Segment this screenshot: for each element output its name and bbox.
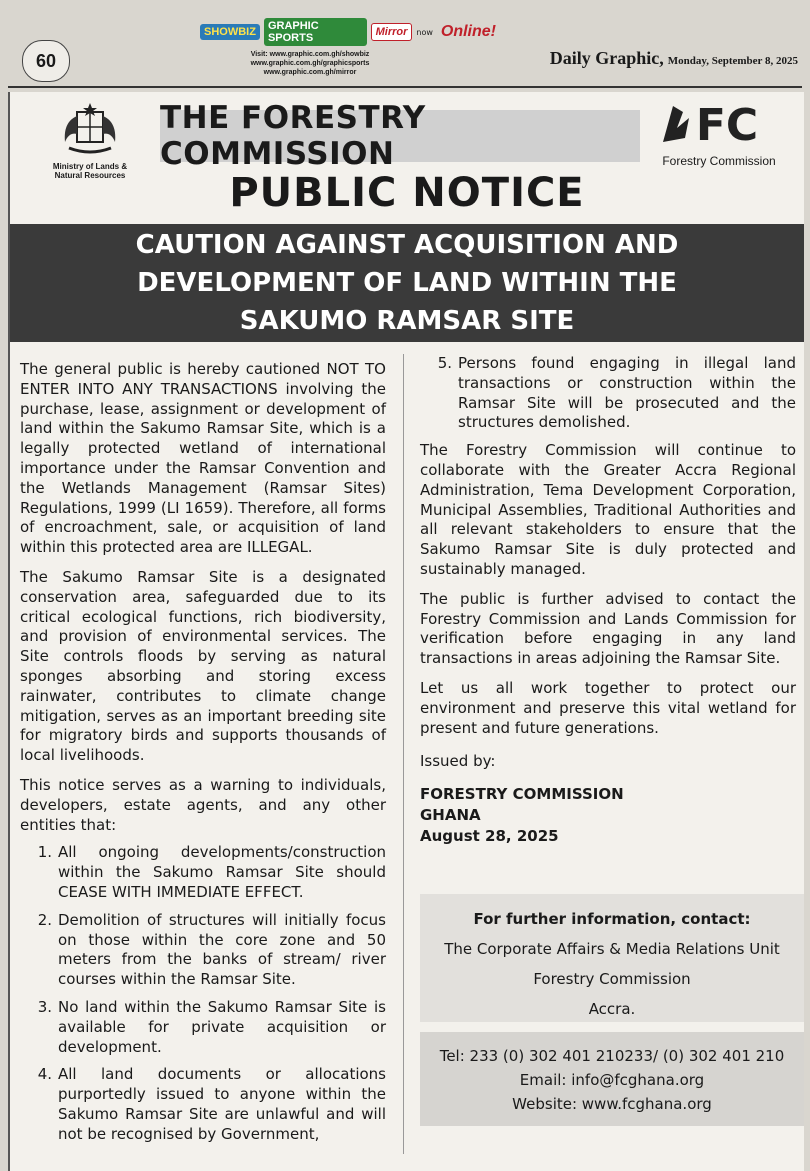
warning-list [20, 843, 386, 1144]
column-divider [403, 354, 404, 1154]
para-site-description: The Sakumo Ramsar Site is a designated conservation area, safeguarded due to its critical ecological functions, rich biodiversity, and provision of environmental services. The Site controls floods by serving as natural sponges absorbing and storing excess rainwater, contributes to climate change mitigation, serves as an important breeding site for migratory birds and supports thousands of local livelihoods. [20, 567, 386, 765]
contact-city: Accra. [588, 1000, 636, 1018]
coat-of-arms-icon [55, 102, 125, 160]
masthead-urls [200, 50, 420, 77]
brand-online: Online! [440, 23, 496, 40]
contact-heading: For further information, contact: [473, 910, 751, 928]
issued-org: FORESTRY COMMISSION [420, 785, 624, 804]
para-caution: The general public is hereby cautioned NOT TO ENTER INTO ANY TRANSACTIONS involving the purchase, lease, assignment or development of land within the Sakumo Ramsar Site, which is a legally protected wetland of international importance under the Ramsar Convention and the Wetlands Management (Ramsar Sites) Regulations, 1999 (LI 1659). Therefore, all forms of encroachment, sale, or acquisition of land within this protected area are ILLEGAL. [20, 360, 386, 557]
top-rule [8, 86, 802, 88]
paper-info [550, 48, 798, 69]
masthead-banner [200, 18, 500, 80]
warning-list-continued [420, 354, 796, 433]
para-collaboration: The Forestry Commission will continue to collaborate with the Greater Accra Regional Administration, Tema Development Corporation, Municipal Assemblies, Traditional Authorities and all relevant stakeholders to ensure that the Sakumo Ramsar Site is duly protected and sustainably managed. [420, 441, 796, 578]
brand-showbiz: SHOWBIZ [200, 24, 260, 40]
issued-block [420, 784, 796, 847]
para-warning: This notice serves as a warning to individuals, developers, estate agents, and any other entities that: [20, 775, 386, 834]
ministry-name: Ministry of Lands & Natural Resources [52, 162, 128, 180]
contact-unit: The Corporate Affairs & Media Relations Unit [444, 940, 780, 958]
contact-org: Forestry Commission [533, 970, 691, 988]
url-sports: www.graphic.com.gh/graphicsports [250, 60, 370, 67]
issued-label: Issued by: [420, 752, 496, 771]
right-column [420, 354, 796, 847]
contact-tel: Tel: 233 (0) 302 401 210233/ (0) 302 401 210 [439, 1047, 785, 1065]
issued-country: GHANA [420, 806, 481, 825]
list-item: 5. Persons found engaging in illegal land transactions or construction within the Ramsar Site will be prosecuted and the structures demolished. [437, 354, 796, 432]
caution-line-1: CAUTION AGAINST ACQUISITION AND [135, 230, 679, 260]
list-item: 3. No land within the Sakumo Ramsar Site is available for private acquisition or development. [37, 997, 386, 1056]
list-item: 1. All ongoing developments/construction within the Sakumo Ramsar Site should CEASE WITH IMMEDIATE EFFECT. [37, 843, 386, 901]
url-showbiz: Visit: www.graphic.com.gh/showbiz [250, 51, 370, 58]
forestry-commission-logo-icon [659, 98, 779, 148]
paper-date: Monday, September 8, 2025 [667, 55, 798, 67]
caution-banner [10, 224, 804, 342]
url-mirror: www.graphic.com.gh/mirror [263, 69, 357, 76]
org-title: THE FORESTRY COMMISSION [160, 110, 640, 162]
brand-now: now [416, 27, 433, 37]
fc-logo [654, 98, 784, 168]
para-closing: Let us all work together to protect our environment and preserve this vital wetland for present and future generations. [420, 678, 796, 737]
contact-email: Email: info@fcghana.org [519, 1071, 705, 1089]
page-number: 60 [22, 40, 70, 82]
para-verification: The public is further advised to contact the Forestry Commission and Lands Commission for verification before engaging in any land transactions in areas adjoining the Ramsar Site. [420, 589, 796, 668]
list-item: 2. Demolition of structures will initially focus on those within the core zone and 50 meters from the banks of stream/ river courses within the Ramsar Site. [37, 910, 386, 989]
ministry-crest [40, 102, 140, 180]
left-column [20, 360, 386, 1152]
public-notice [8, 92, 804, 1171]
brand-graphic-sports: GRAPHIC SPORTS [264, 18, 367, 46]
paper-name: Daily Graphic, [549, 48, 664, 68]
caution-line-3: SAKUMO RAMSAR SITE [239, 306, 575, 336]
contact-box [420, 894, 804, 1022]
fc-logo-text: Forestry Commission [662, 154, 776, 168]
caution-line-2: DEVELOPMENT OF LAND WITHIN THE [137, 268, 677, 298]
notice-title: PUBLIC NOTICE [229, 170, 585, 216]
fc-logo-letters: FC [695, 100, 759, 148]
contact-website: Website: www.fcghana.org [512, 1095, 712, 1113]
brand-mirror: Mirror [371, 23, 413, 41]
list-item: 4. All land documents or allocations purportedly issued to anyone within the Sakumo Ramsar Site are unlawful and will not be recognised by Government, [37, 1065, 386, 1143]
issued-date: August 28, 2025 [420, 827, 559, 846]
contact-details [420, 1032, 804, 1126]
